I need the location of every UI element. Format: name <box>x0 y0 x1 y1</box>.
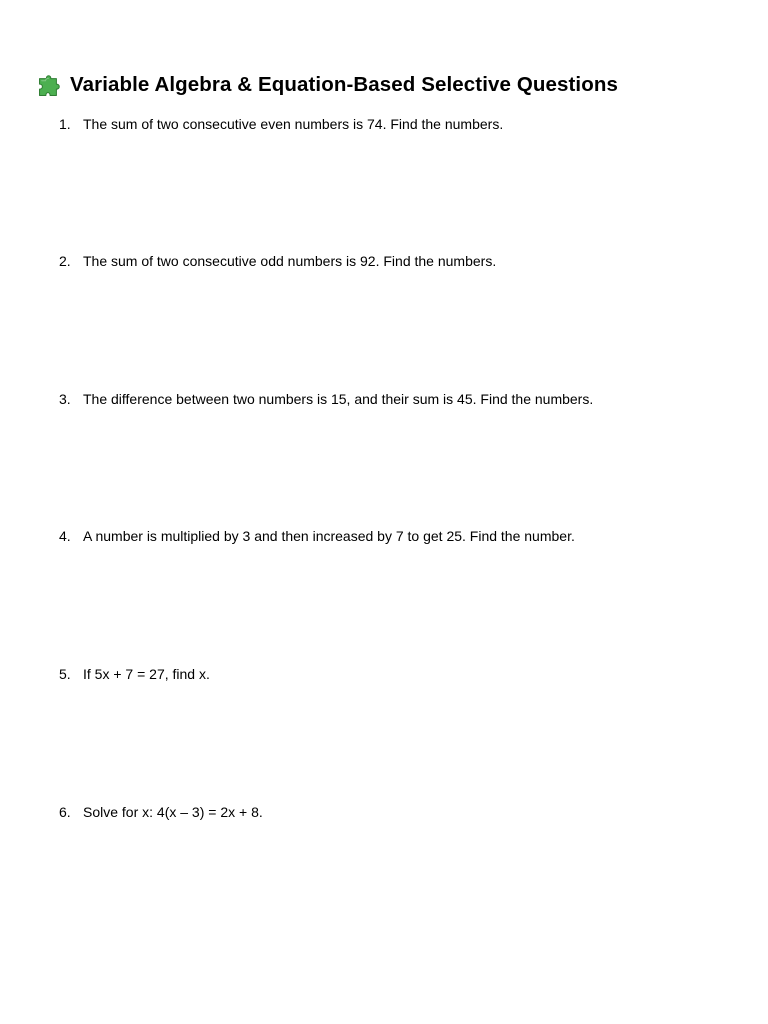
question-text: The sum of two consecutive odd numbers is 92. Find the numbers. <box>83 253 497 269</box>
question-number: 1. <box>59 116 71 132</box>
question-text: A number is multiplied by 3 and then increased by 7 to get 25. Find the number. <box>83 528 575 544</box>
question-text: If 5x + 7 = 27, find x. <box>83 666 210 682</box>
question-number: 6. <box>59 804 71 820</box>
title-text: Variable Algebra & Equation-Based Selective Questions <box>70 72 618 96</box>
question-item <box>59 665 210 683</box>
question-text: The sum of two consecutive even numbers is 74. Find the numbers. <box>83 116 504 132</box>
question-text: Solve for x: 4(x – 3) = 2x + 8. <box>83 804 263 820</box>
question-number: 2. <box>59 253 71 269</box>
question-item <box>59 115 503 133</box>
question-item <box>59 252 496 270</box>
question-item <box>59 803 263 821</box>
question-item <box>59 390 593 408</box>
question-item <box>59 527 575 545</box>
question-number: 4. <box>59 528 71 544</box>
question-number: 3. <box>59 391 71 407</box>
page-title <box>37 71 618 98</box>
question-text: The difference between two numbers is 15, and their sum is 45. Find the numbers. <box>83 391 594 407</box>
question-number: 5. <box>59 666 71 682</box>
puzzle-piece-icon <box>37 71 64 98</box>
